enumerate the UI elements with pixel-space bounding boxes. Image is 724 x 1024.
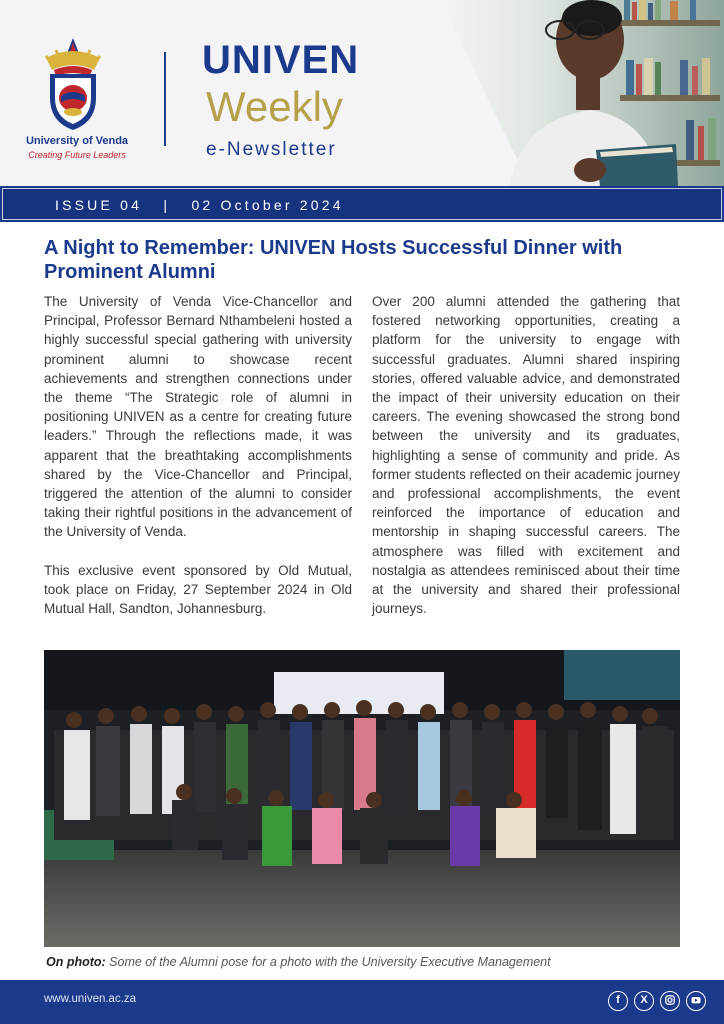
article-paragraph: The University of Venda Vice-Chancellor and Principal, Professor Bernard Nthambeleni hosted a highly successful special gathering with university prominent alumni to showcase recent achievements and strengthen connections under the theme “The Strategic role of alumni in positioning UNIVEN as a centre for creating future leaders.” Through the reflections made, it was apparent that the breathtaking accomplishments shared by the Vice-Chancellor and Principal, triggered the attention of the alumni to consider taking their rightful positions in the advancement of the University of Venda. [44,294,352,540]
hero-image [440,0,724,186]
article-column-right [372,292,680,637]
caption-text: Some of the Alumni pose for a photo with the University Executive Management [105,955,551,969]
newsletter-footer [0,980,724,1024]
youtube-icon[interactable] [686,991,706,1011]
article-paragraph: This exclusive event sponsored by Old Mutual, took place on Friday, 27 September 2024 in Old Mutual Hall, Sandton, Johannesburg. [44,562,352,617]
article-paragraph: Over 200 alumni attended the gathering that fostered networking opportunities, creating a platform for the university to engage with successful graduates. Alumni shared inspiring stories, offered valuable advice, and demonstrated the impact of their university education on their careers. The evening showcased the strong bond between the university and its graduates, highlighting a sense of community and pride. As former students reflected on their academic journey and professional accomplishments, the event reinforced the importance of education and mentorship in shaping successful careers. The atmosphere was filled with excitement and nostalgia as attendees reminisced about their time at the university and shared their professional journeys. [372,294,680,617]
photo-caption [46,955,551,969]
university-tagline: Creating Future Leaders [28,150,126,160]
article-column-left [44,292,352,637]
crest-icon [36,34,110,134]
issue-bar-inner [2,188,722,220]
newsletter-subtitle: Weekly [206,83,343,130]
university-name: University of Venda [25,135,129,147]
x-icon[interactable]: X [634,991,654,1011]
newsletter-header [0,0,724,186]
article-headline: A Night to Remember: UNIVEN Hosts Successful Dinner with Prominent Alumni [44,237,623,283]
newsletter-title: UNIVEN [202,38,360,82]
header-divider [164,52,166,146]
facebook-icon[interactable]: f [608,991,628,1011]
issue-and-date: ISSUE 04 | 02 October 2024 [55,197,344,213]
issue-bar [0,186,724,222]
instagram-icon[interactable] [660,991,680,1011]
newsletter-type: e-Newsletter [206,139,337,160]
university-logo [12,28,142,168]
caption-label: On photo: [46,955,106,969]
group-photo [44,650,680,947]
website-link[interactable]: www.univen.ac.za [44,993,137,1005]
